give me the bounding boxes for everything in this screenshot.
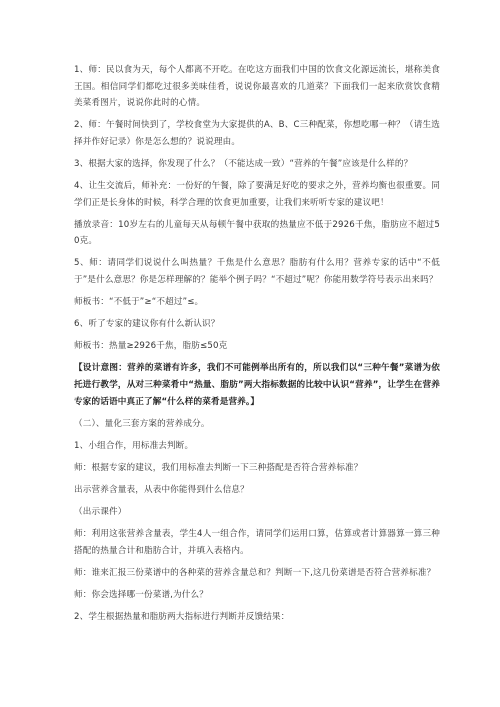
paragraph-17: 师：谁来汇报三份菜谱中的各种菜的营养含量总和？判断一下,这几份菜谱是否符合营养标准？ [74, 567, 436, 578]
paragraph-3: 3、根据大家的选择，你发现了什么？（不能达成一致）“营养的午餐”应该是什么样的？ [74, 158, 413, 169]
paragraph-15: （出示课件） [74, 507, 127, 518]
document-body [74, 62, 440, 626]
paragraph-7: 师板书：“不低于”≥“不超过”≤。 [74, 297, 204, 308]
paragraph-10: 【设计意图：营养的菜谱有许多，我们不可能例举出所有的，所以我们以“三种午餐”菜谱为依托进行教学，从对三种菜肴中“热量、脂肪”两大指标数据的比较中认识“营养”，让学生在营养专家的话语中真正了解“什么样的菜肴是营养。】 [74, 363, 440, 407]
paragraph-18: 师：你会选择哪一份菜谱,为什么？ [74, 589, 209, 600]
paragraph-12: 1、小组合作，用标准去判断。 [74, 440, 194, 451]
paragraph-9: 师板书：热量≥2926千焦，脂肪≤50克 [74, 341, 228, 352]
paragraph-5: 播放录音：10岁左右的儿童每天从每顿午餐中获取的热量应不低于2926千焦，脂肪应不超过50克。 [74, 219, 440, 247]
paragraph-6: 5、师：请同学们说说什么叫热量？千焦是什么意思？脂肪有什么用？营养专家的话中“不低于”是什么意思？你是怎样理解的？能举个例子吗？“不超过”呢？你能用数学符号表示出来吗？ [74, 258, 440, 286]
paragraph-13: 师：根据专家的建议，我们用标准去判断一下三种搭配是否符合营养标准？ [74, 462, 363, 473]
paragraph-16: 师：利用这张营养含量表，学生4人一组合作，请同学们运用口算，估算或者计算器算一算三种搭配的热量合计和脂肪合计，并填入表格内。 [74, 529, 440, 556]
paragraph-4: 4、让生交流后，师补充：一份好的午餐，除了要满足好吃的要求之外，营养均衡也很重要。同学们正是长身体的时候，科学合理的饮食更加重要，让我们来听听专家的建议吧！ [74, 181, 440, 208]
paragraph-19: 2、学生根据热量和脂肪两大指标进行判断并反馈结果： [74, 612, 290, 623]
paragraph-1: 1、师：民以食为天，每个人都离不开吃。在吃这方面我们中国的饮食文化源远流长，堪称美食王国。相信同学们都吃过很多美味佳肴，说说你最喜欢的几道菜？下面我们一起来欣赏饮食精美菜肴图片，说说你此时的心情。 [74, 65, 440, 109]
paragraph-2: 2、师：午餐时间快到了，学校食堂为大家提供的A、B、C三种配菜，你想吃哪一种？（请生选择并作好记录）你是怎么想的？说说理由。 [74, 120, 440, 147]
paragraph-8: 6、听了专家的建议你有什么新认识？ [74, 319, 220, 330]
paragraph-11: （二）、量化三套方案的营养成分。 [74, 418, 210, 429]
paragraph-14: 出示营养含量表，从表中你能得到什么信息？ [74, 484, 249, 495]
